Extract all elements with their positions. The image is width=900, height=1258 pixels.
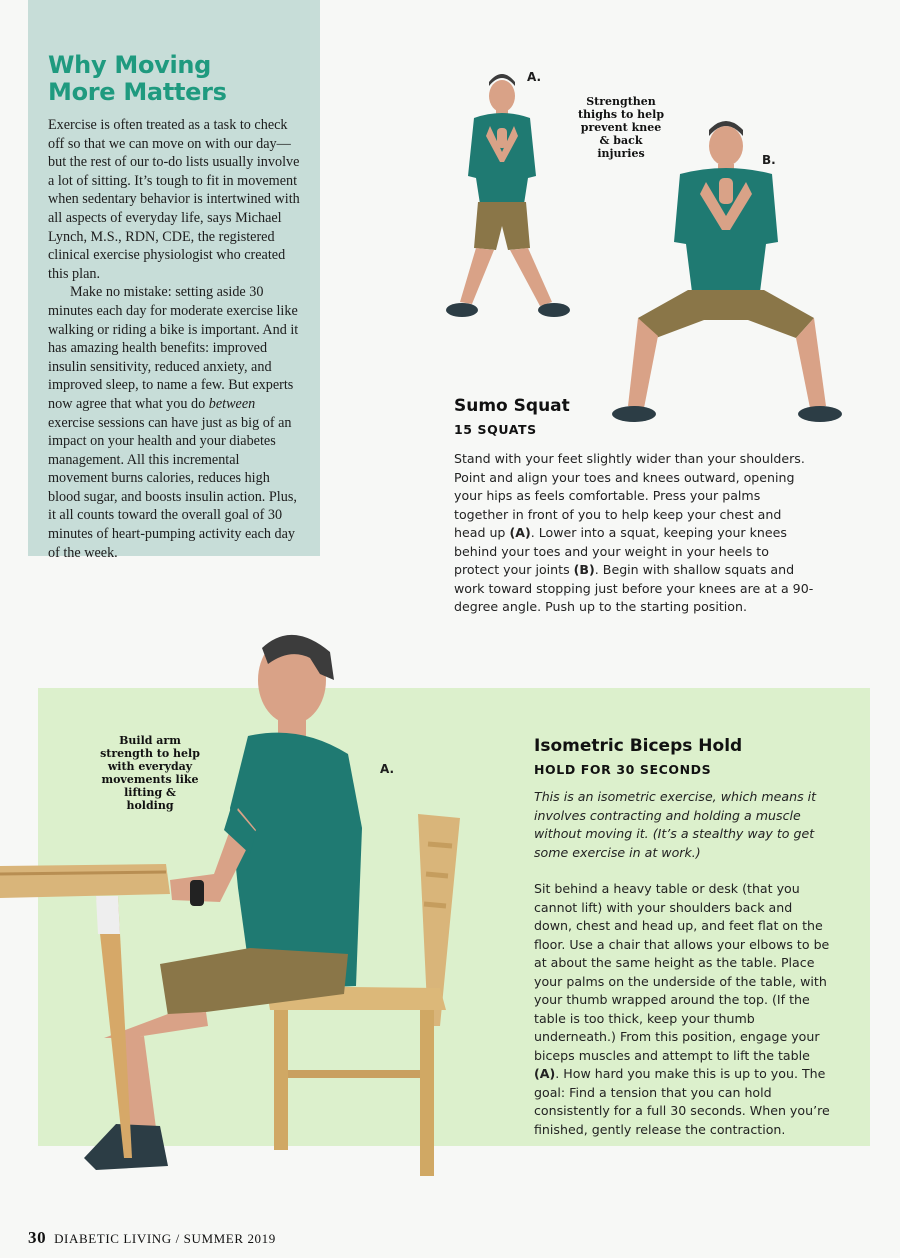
squat-reps: 15 SQUATS <box>454 422 537 437</box>
squat-photo-b <box>608 112 858 432</box>
sidebar-paragraph-2: Make no mistake: setting aside 30 minutes each day for moderate exercise like walking or riding a bike is important. And it has amazing health benefits: improved insulin sensitivity, reduced anxiety, and improved sleep, to name a few. But experts now agree that what you do between exercise sessions can have just as big of an impact on your health and your diabetes management. All this incremental movement burns calories, reduces high blood sugar, and boosts insulin action. Plus, it all counts toward the overall goal of 30 minutes of heart-pumping activity each day of the week. <box>48 284 299 561</box>
page-footer <box>28 1228 276 1248</box>
squat-description: Stand with your feet slightly wider than your shoulders. Point and align your toes and knees outward, opening your hips as feels comfortable. Press your palms together in front of you to help keep your chest and head up (A). Lower into a squat, keeping your knees behind your toes and your weight in your heels to protect your joints (B). Begin with shallow squats and work toward stopping just before your knees are at a 90-degree angle. Push up to the starting position. <box>454 451 814 614</box>
footer-text: DIABETIC LIVING / SUMMER 2019 <box>54 1231 276 1246</box>
biceps-description: This is an isometric exercise, which means it involves contracting and holding a muscle without moving it. (It’s a stealthy way to get some exercise in at work.) Sit behind a heavy table or desk (that you cannot lift) with your shoulders back and down, chest and head up, and feet flat on the floor. Use a chair that allows your elbows to be at about the same height as the table. Place your palms on the underside of the table, with your thumb wrapped around the top. (If the table is too thick, keep your thumb underneath.) From this position, engage your biceps muscles and attempt to lift the table (A). How hard you make this is up to you. The goal: Find a tension that you can hold consistently for a full 30 seconds. When you’re finished, gently release the contraction. <box>534 789 830 1137</box>
biceps-title: Isometric Biceps Hold <box>534 736 743 756</box>
squat-label-a: A. <box>527 70 542 84</box>
squat-photo-a <box>420 66 590 326</box>
sidebar-paragraph-1: Exercise is often treated as a task to check off so that we can move on with our day—but the rest of our to-do lists usually involve a lot of sitting. It’s tough to fit in movement when sedentary behavior is intertwined with all aspects of everyday life, says Michael Lynch, M.S., RDN, CDE, the registered clinical exercise physiologist who created this plan. <box>48 117 300 282</box>
page-number: 30 <box>28 1228 47 1247</box>
squat-caption: Strengthen thighs to help prevent knee & back injuries <box>577 95 665 160</box>
biceps-caption: Build arm strength to help with everyday movements like lifting & holding <box>100 734 200 812</box>
squat-label-b: B. <box>762 153 776 167</box>
biceps-label-a: A. <box>380 762 395 776</box>
sidebar-body <box>48 116 300 562</box>
biceps-duration: HOLD FOR 30 SECONDS <box>534 762 712 777</box>
biceps-photo-a <box>0 618 480 1190</box>
sidebar-title: Why Moving More Matters <box>48 51 227 106</box>
sidebar-panel <box>28 0 320 561</box>
squat-title: Sumo Squat <box>454 396 570 416</box>
